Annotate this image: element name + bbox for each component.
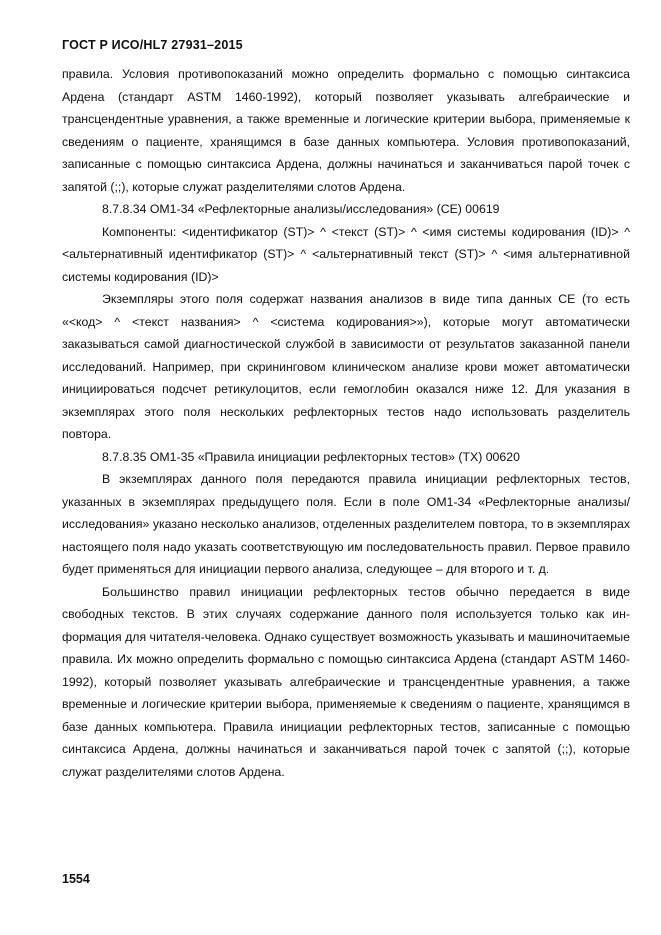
paragraph-continuation: правила. Условия противопоказаний можно определить формально с помощью синтаксиса Ардена (стандарт ASTM 1460-1992), который позволяет указывать алгебраические и трансцендентные уравнения, а также временные и логические критерии выбора, применяемые к сведениям о пациенте, хранящимся в базе данных компьютера. Условия противопоказаний, записанные с помощью синтаксиса Ардена, должны начинаться и заканчиваться парой точек с запятой (;;), которые служат разделителями слотов Ардена. [62,67,630,194]
paragraph-free-text-rules: Большинство правил инициации рефлекторных тестов обычно передается в виде свободных текстов. В этих случаях содержание данного поля используется только как информация для читателя-человека. Однако существует возможность указывать и машиночитаемые правила. Их можно определить формально с помощью синтаксиса Ардена (стандарт ASTM 1460-1992), который позволяет указывать алгебраические и трансцендентные уравнения, а также временные и логические критерии выбора, применяемые к сведениям о пациенте, хранящимся в базе данных компьютера. Правила инициации рефлекторных тестов, записанные с помощью синтаксиса Ардена, должны начинаться и заканчиваться парой точек с запятой (;;), которые служат разделителями слотов Ардена. [62,584,630,779]
document-body [62,63,630,783]
document-header: ГОСТ Р ИСО/HL7 27931–2015 [62,38,243,52]
section-heading-8-7-8-34: 8.7.8.34 OM1-34 «Рефлекторные анализы/исследования» (CE) 00619 [102,202,500,216]
section-heading-8-7-8-35: 8.7.8.35 OM1-35 «Правила инициации рефлекторных тестов» (TX) 00620 [102,449,520,464]
page-number: 1554 [62,872,90,886]
paragraph-components: Компоненты: <идентификатор (ST)> ^ <текст (ST)> ^ <имя системы кодирования (ID)> ^ <альтернативный идентификатор (ST)> ^ <альтернативный текст (ST)> ^ <имя альтернативной системы кодирования (ID)> [62,224,630,284]
paragraph-rules-transfer: В экземплярах данного поля передаются правила инициации рефлекторных тестов, указанных в экземплярах предыдущего поля. Если в поле OM1-34 «Рефлекторные анализы/исследования» указано несколько анализов, отделенных разделителем повтора, то в экземплярах настоящего поля надо указать соответствующую им последовательность правил. Первое правило будет применяться для инициации первого анализа, следующее – для второго и т. д. [62,472,630,576]
paragraph-reflex-tests: Экземпляры этого поля содержат названия анализов в виде типа данных CE (то есть «<код> ^ <текст названия> ^ <система кодирования>»), которые могут автоматически заказываться самой диагностической службой в зависимости от результатов заказанной панели исследований. Например, при скрининговом клиническом анализе крови может автоматически инициироваться подсчет ретикулоцитов, если гемоглобин оказался ниже 12. Для указания в экземплярах этого поля нескольких рефлекторных тестов надо использовать разделитель повтора. [62,292,630,441]
